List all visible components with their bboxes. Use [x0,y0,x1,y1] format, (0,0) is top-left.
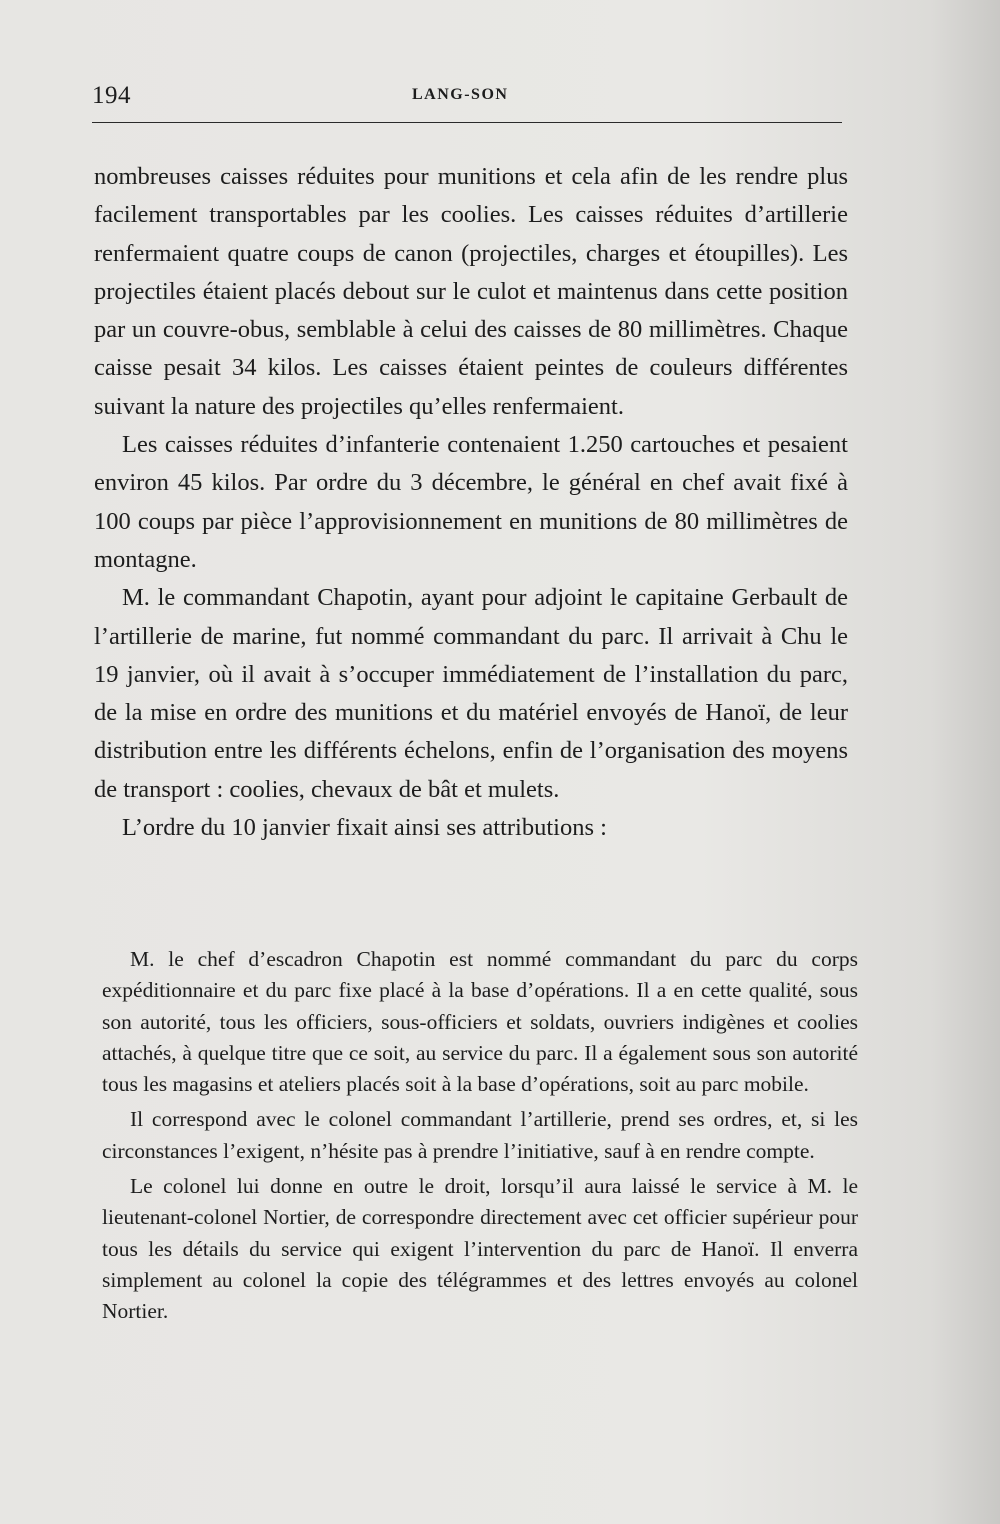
paragraph-infantry-boxes: Les caisses réduites d’infanterie contenaient 1.250 cartouches et pesaient environ 45 kilos. Par ordre du 3 décembre, le général en chef avait fixé à 100 coups par pièce l’approvisionnement en munitions de 80 millimètres de montagne. [94,431,848,573]
page-number: 194 [92,82,131,109]
quoted-order [102,944,858,1328]
quote-paragraph-2: Il correspond avec le colonel commandant l’artillerie, prend ses ordres, et, si les circonstances l’exigent, n’hésite pas à prendre l’initiative, sauf à en rendre compte. [102,1107,858,1163]
paragraph-order: L’ordre du 10 janvier fixait ainsi ses attributions : [122,814,607,842]
main-text [94,158,848,847]
quote-paragraph-1: M. le chef d’escadron Chapotin est nommé commandant du parc du corps expéditionnaire et du parc fixe placé à la base d’opérations. Il a en cette qualité, sous son autorité, tous les officiers, sous-officiers et soldats, ouvriers indigènes et coolies attachés, à quelque titre que ce soit, au service du parc. Il a également sous son autorité tous les magasins et ateliers placés soit à la base d’opérations, soit au parc mobile. [102,947,858,1097]
quote-paragraph-3: Le colonel lui donne en outre le droit, lorsqu’il aura laissé le service à M. le lieutenant-colonel Nortier, de correspondre directement avec cet officier supérieur pour tous les détails du service qui exigent l’intervention du parc de Hanoï. Il enverra simplement au colonel la copie des télégrammes et des lettres envoyés au colonel Nortier. [102,1174,858,1324]
header-rule [92,122,842,123]
paragraph-continuation: nombreuses caisses réduites pour munitions et cela afin de les rendre plus facilement transportables par les coolies. Les caisses réduites d’artillerie renfermaient quatre coups de canon (projectiles, charges et étoupilles). Les projectiles étaient placés debout sur le culot et maintenus dans cette position par un couvre-obus, semblable à celui des caisses de 80 millimètres. Chaque caisse pesait 34 kilos. Les caisses étaient peintes de couleurs différentes suivant la nature des projectiles qu’elles renfermaient. [94,163,848,420]
paragraph-chapotin: M. le commandant Chapotin, ayant pour adjoint le capitaine Gerbault de l’artillerie de marine, fut nommé commandant du parc. Il arrivait à Chu le 19 janvier, où il avait à s’occuper immédiatement de l’installation du parc, de la mise en ordre des munitions et du matériel envoyés de Hanoï, de leur distribution entre les différents échelons, enfin de l’organisation des moyens de transport : coolies, chevaux de bât et mulets. [94,584,848,803]
running-title: LANG-SON [412,86,509,103]
page-header [92,78,842,118]
